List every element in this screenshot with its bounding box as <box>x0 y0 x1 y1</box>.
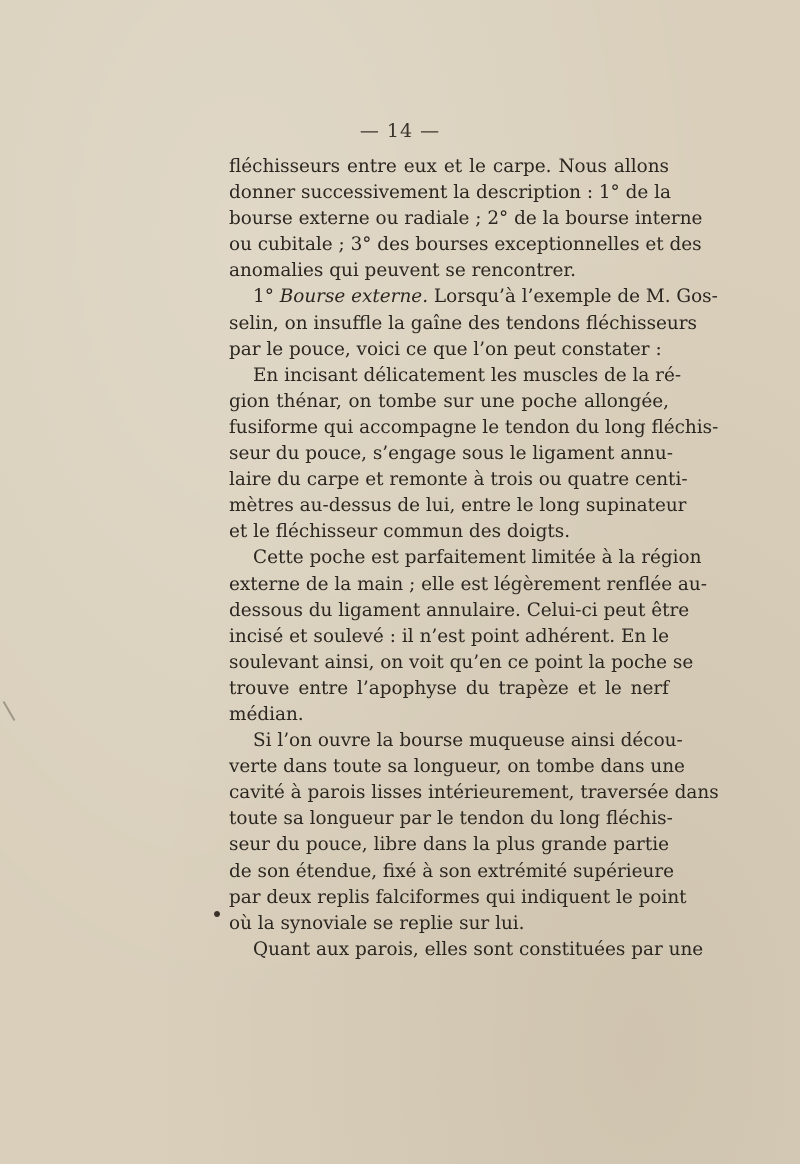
text-line: gion thénar, on tombe sur une poche allongée, <box>229 390 669 412</box>
text-line: de son étendue, fixé à son extrémité supérieure <box>229 860 675 882</box>
text-line: selin, on insuffle la gaîne des tendons fléchisseurs <box>229 312 697 334</box>
text-line: anomalies qui peuvent se rencontrer. <box>229 260 576 282</box>
page-number: — 14 — <box>359 120 441 142</box>
text-line: par deux replis falciformes qui indiquent le point <box>229 886 687 908</box>
text-line: et le fléchisseur commun des doigts. <box>229 521 571 543</box>
text-line: dessous du ligament annulaire. Celui-ci peut être <box>229 599 690 621</box>
text-line: En incisant délicatement les muscles de la ré- <box>253 364 682 386</box>
text-line: où la synoviale se replie sur lui. <box>229 912 525 934</box>
text-line: Si l’on ouvre la bourse muqueuse ainsi décou- <box>253 730 683 752</box>
text-line: bourse externe ou radiale ; 2° de la bourse interne <box>229 208 703 230</box>
section-heading-line <box>229 284 718 310</box>
text-line: verte dans toute sa longueur, on tombe dans une <box>229 756 685 778</box>
text-line: trouve entre l’apophyse du trapèze et le nerf <box>229 677 669 699</box>
text-line: médian. <box>229 703 304 725</box>
text-line: laire du carpe et remonte à trois ou quatre centi- <box>229 469 688 491</box>
text-line: seur du pouce, s’engage sous le ligament annu- <box>229 443 673 465</box>
text-line: Cette poche est parfaitement limitée à la région <box>253 547 702 569</box>
text-line: fusiforme qui accompagne le tendon du long fléchis- <box>229 416 719 438</box>
ink-speck <box>214 911 220 917</box>
text-line: par le pouce, voici ce que l’on peut constater : <box>229 338 662 360</box>
paper-mark <box>3 701 16 721</box>
text-line: ou cubitale ; 3° des bourses exceptionnelles et des <box>229 234 702 256</box>
text-line: externe de la main ; elle est légèrement renflée au- <box>229 573 707 595</box>
text-line: donner successivement la description : 1° de la <box>229 182 671 204</box>
body-text <box>229 154 719 963</box>
text-line: fléchisseurs entre eux et le carpe. Nous allons <box>229 156 669 177</box>
section-text: Lorsqu’à l’exemple de M. Gos- <box>433 286 718 308</box>
text-line: cavité à parois lisses intérieurement, traversée dans <box>229 782 719 804</box>
text-line: mètres au-dessus de lui, entre le long supinateur <box>229 495 687 517</box>
text-line: toute sa longueur par le tendon du long fléchis- <box>229 808 673 830</box>
section-number: 1° <box>253 286 280 308</box>
text-line: Quant aux parois, elles sont constituées par une <box>253 938 704 960</box>
text-line: incisé et soulevé : il n’est point adhérent. En le <box>229 625 669 647</box>
text-line: soulevant ainsi, on voit qu’en ce point la poche se <box>229 651 694 673</box>
section-title: Bourse externe. <box>279 286 429 308</box>
text-line: seur du pouce, libre dans la plus grande partie <box>229 834 669 856</box>
